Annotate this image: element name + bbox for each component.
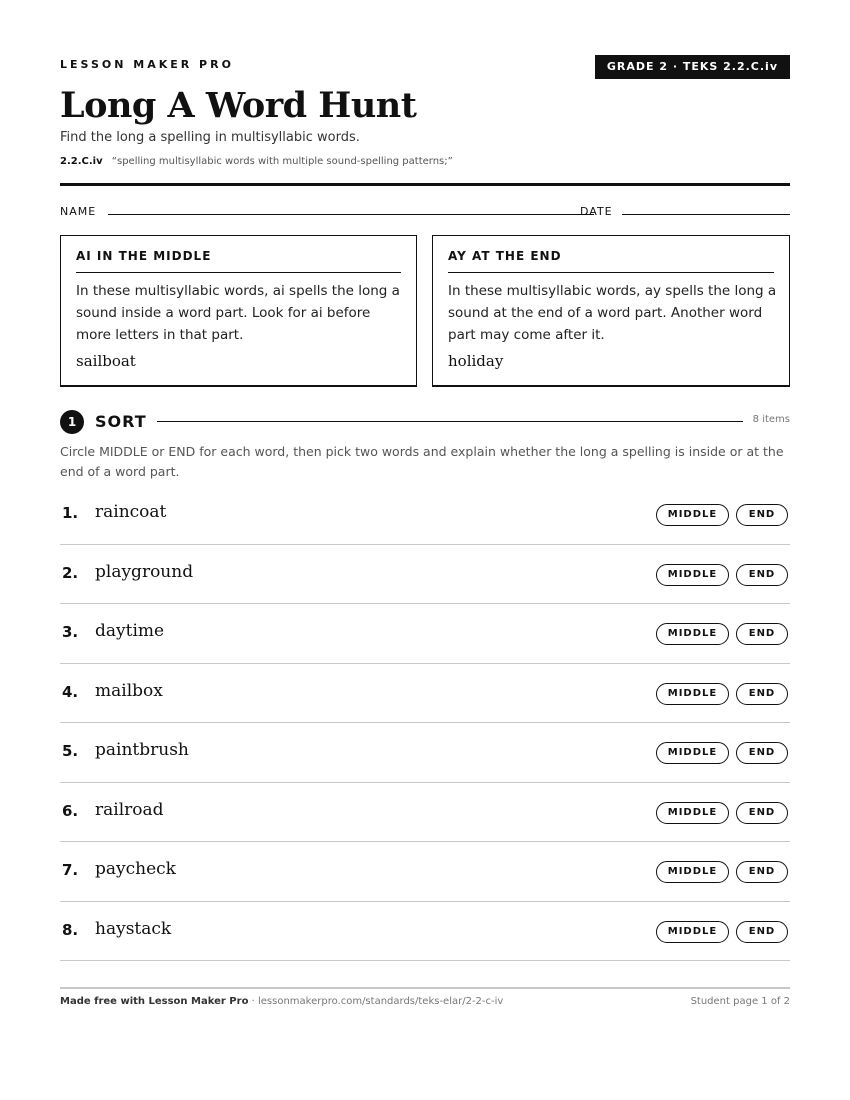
date-label: DATE — [580, 205, 613, 218]
item-word: daytime — [95, 621, 165, 641]
page-indicator: Student page 1 of 2 — [690, 996, 790, 1007]
footer-divider — [60, 987, 790, 989]
list-item — [60, 545, 790, 605]
item-number: 8. — [62, 920, 79, 939]
middle-choice[interactable]: MIDDLE — [656, 802, 729, 824]
footer-made-with: Made free with Lesson Maker Pro — [60, 996, 249, 1007]
middle-choice[interactable]: MIDDLE — [656, 504, 729, 526]
end-choice[interactable]: END — [736, 564, 788, 586]
item-number: 3. — [62, 623, 79, 641]
list-item — [60, 842, 790, 902]
end-choice[interactable]: END — [736, 742, 788, 764]
section-title: SORT — [95, 412, 147, 431]
end-choice[interactable]: END — [736, 683, 788, 705]
name-label: NAME — [60, 205, 97, 218]
page-title: Long A Word Hunt — [60, 85, 417, 126]
end-choice[interactable]: END — [736, 623, 788, 645]
section-divider — [157, 421, 743, 422]
header-divider — [60, 183, 790, 186]
item-word: playground — [95, 561, 194, 582]
list-item — [60, 783, 790, 843]
list-item — [60, 723, 790, 783]
card-title: AI IN THE MIDDLE — [76, 249, 212, 263]
section-instructions: Circle MIDDLE or END for each word, then pick two words and explain whether the long a spelling is inside or at the end of a word part. — [60, 444, 784, 479]
rule-card-ai — [60, 235, 417, 387]
item-number: 4. — [62, 682, 79, 701]
middle-choice[interactable]: MIDDLE — [656, 623, 729, 645]
end-choice[interactable]: END — [736, 861, 788, 883]
rule-card-ay — [432, 235, 790, 387]
standard-code: 2.2.C.iv — [60, 156, 103, 167]
name-field[interactable] — [108, 214, 594, 215]
item-number: 2. — [62, 563, 79, 582]
grade-badge: GRADE 2 · TEKS 2.2.C.iv — [595, 55, 790, 79]
middle-choice[interactable]: MIDDLE — [656, 742, 729, 764]
standard-line — [60, 156, 453, 167]
middle-choice[interactable]: MIDDLE — [656, 921, 729, 943]
item-number: 7. — [62, 861, 79, 879]
middle-choice[interactable]: MIDDLE — [656, 683, 729, 705]
item-word: raincoat — [95, 502, 167, 522]
list-item — [60, 902, 790, 962]
middle-choice[interactable]: MIDDLE — [656, 564, 729, 586]
card-body: In these multisyllabic words, ai spells the long a sound inside a word part. Look for ai before more letters in that part. — [76, 283, 400, 343]
card-example: sailboat — [76, 352, 136, 370]
date-field[interactable] — [622, 214, 790, 215]
item-word: haystack — [95, 918, 172, 939]
end-choice[interactable]: END — [736, 504, 788, 526]
standard-text: “spelling multisyllabic words with multiple sound-spelling patterns;” — [111, 156, 453, 167]
item-word: railroad — [95, 799, 164, 820]
card-title: AY AT THE END — [448, 249, 562, 263]
card-divider — [448, 272, 774, 273]
footer-url: · lessonmakerpro.com/standards/teks-elar/2-2-c-iv — [248, 996, 504, 1007]
section-number-badge: 1 — [60, 410, 84, 434]
item-number: 5. — [62, 742, 79, 760]
brand-name: LESSON MAKER PRO — [60, 58, 234, 71]
item-word: mailbox — [95, 680, 163, 701]
item-word: paintbrush — [95, 740, 189, 760]
item-count: 8 items — [752, 414, 790, 425]
list-item — [60, 485, 790, 545]
card-example: holiday — [448, 352, 504, 370]
item-number: 6. — [62, 801, 79, 820]
footer-credit — [60, 996, 503, 1007]
page-subtitle: Find the long a spelling in multisyllabic words. — [60, 130, 360, 145]
end-choice[interactable]: END — [736, 802, 788, 824]
item-number: 1. — [62, 504, 79, 522]
item-word: paycheck — [95, 859, 176, 879]
card-divider — [76, 272, 401, 273]
middle-choice[interactable]: MIDDLE — [656, 861, 729, 883]
end-choice[interactable]: END — [736, 921, 788, 943]
item-list — [60, 485, 790, 961]
card-body: In these multisyllabic words, ay spells the long a sound at the end of a word part. Another word part may come after it. — [448, 283, 777, 343]
list-item — [60, 604, 790, 664]
list-item — [60, 664, 790, 724]
